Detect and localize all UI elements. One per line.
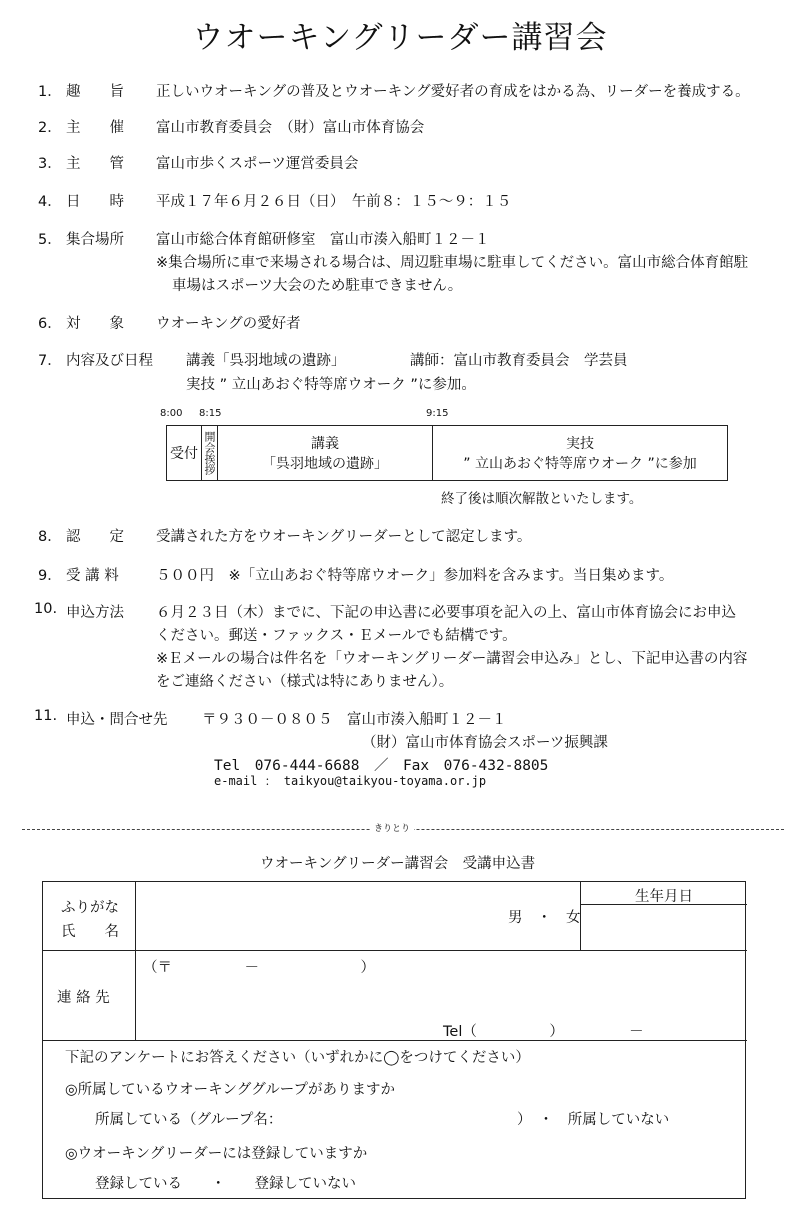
survey-answer-registered[interactable]: 登録している ・ 登録していない <box>95 1176 356 1192</box>
schedule-cell-opening <box>202 426 218 480</box>
schedule-cell-lecture <box>218 426 433 480</box>
item-number: 1． <box>38 84 62 100</box>
contact-phone-fax: Tel 076-444-6688 ／ Fax 076-432-8805 <box>214 758 549 774</box>
item-note: ※集合場所に車で来場される場合は、周辺駐車場に駐車してください。富山市総合体育館駐 <box>156 255 749 271</box>
item-text: ６月２３日（木）までに、下記の申込書に必要事項を記入の上、富山市体育協会にお申込 <box>156 605 736 621</box>
item-label: 日 時 <box>66 194 124 210</box>
item-number: 7． <box>38 353 62 369</box>
schedule-table <box>166 425 728 481</box>
item-text: 富山市総合体育館研修室 富山市湊入船町１２－１ <box>156 232 490 248</box>
application-form <box>42 881 746 1199</box>
schedule-cell-text: 講義 <box>311 436 339 452</box>
form-title: ウオーキングリーダー講習会 受講申込書 <box>260 856 536 872</box>
schedule-cell-text: 受付 <box>170 446 198 462</box>
schedule-cell-practice <box>433 426 727 480</box>
schedule-cell-reception <box>167 426 202 480</box>
item-label: 内容及び日程 <box>66 353 153 369</box>
cut-label: きりとり <box>370 821 414 834</box>
page-title: ウオーキングリーダー講習会 <box>192 20 608 56</box>
item-text: ※Ｅメールの場合は件名を「ウオーキングリーダー講習会申込み」とし、下記申込書の内容 <box>156 651 748 667</box>
item-number: 11. <box>34 708 58 724</box>
schedule-cell-text: 「呉羽地域の遺跡」 <box>262 456 388 472</box>
time-label: 9:15 <box>426 408 449 419</box>
schedule-cell-text: ” 立山あおぐ特等席ウオーク ”に参加 <box>463 456 697 472</box>
item-number: 6． <box>38 316 62 332</box>
item-text: ５００円 ※「立山あおぐ特等席ウオーク」参加料を含みます。当日集めます。 <box>156 568 674 584</box>
item-number: 10. <box>34 601 58 617</box>
survey-answer-member[interactable]: 所属している（グループ名： <box>95 1112 283 1128</box>
item-text: 富山市教育委員会 （財）富山市体育協会 <box>156 120 425 136</box>
furigana-label: ふりがな <box>61 900 119 916</box>
item-number: 4． <box>38 194 62 210</box>
time-label: 8:15 <box>199 408 222 419</box>
name-label: 氏 名 <box>61 924 119 940</box>
birth-date-label: 生年月日 <box>635 889 693 905</box>
item-text: 正しいウオーキングの普及とウオーキング愛好者の育成をはかる為、リーダーを養成する。 <box>156 84 750 100</box>
item-label: 主 管 <box>66 156 124 172</box>
schedule-cell-text: 開会挨拶 <box>203 431 216 475</box>
survey-question-2: ◎ウオーキングリーダーには登録していますか <box>65 1146 368 1162</box>
schedule-cell-text: 実技 <box>566 436 594 452</box>
item-text: ウオーキングの愛好者 <box>156 316 301 332</box>
item-text: 受講された方をウオーキングリーダーとして認定します。 <box>156 529 532 545</box>
item-label: 認 定 <box>66 529 124 545</box>
item-text: 富山市歩くスポーツ運営委員会 <box>156 156 359 172</box>
time-label: 8:00 <box>160 408 183 419</box>
item-text: をご連絡ください（様式は特にありません）。 <box>156 674 454 690</box>
item-number: 8． <box>38 529 62 545</box>
item-label: 趣 旨 <box>66 84 124 100</box>
tel-field[interactable]: Tel（ ） － <box>443 1024 644 1040</box>
item-text: 講義「呉羽地域の遺跡」 <box>186 353 346 369</box>
schedule-note: 終了後は順次解散といたします。 <box>441 491 643 507</box>
survey-instruction: 下記のアンケートにお答えください（いずれかに◯をつけてください） <box>65 1050 530 1066</box>
item-text: 講師：富山市教育委員会 学芸員 <box>410 353 628 369</box>
survey-question-1: ◎所属しているウオーキンググループがありますか <box>65 1082 396 1098</box>
survey-answer-nonmember[interactable]: ） ・ 所属していない <box>517 1112 670 1128</box>
item-number: 5． <box>38 232 62 248</box>
sex-choice[interactable]: 男 ・ 女 <box>508 910 581 926</box>
item-label: 集合場所 <box>66 232 124 248</box>
item-text: 平成１７年６月２６日（日） 午前８：１５～９：１５ <box>156 194 512 210</box>
contact-email[interactable]: e-mail ： taikyou@taikyou-toyama.or.jp <box>214 774 487 788</box>
contact-address: 〒９３０－０８０５ 富山市湊入船町１２－１ <box>202 712 507 728</box>
item-label: 申込・問合せ先 <box>66 712 168 728</box>
item-label: 対 象 <box>66 316 124 332</box>
item-number: 9． <box>38 568 62 584</box>
item-label: 主 催 <box>66 120 124 136</box>
item-text: 実技 ” 立山あおぐ特等席ウオーク ”に参加。 <box>186 377 476 393</box>
item-number: 2． <box>38 120 62 136</box>
contact-label: 連 絡 先 <box>57 990 110 1006</box>
item-label: 受 講 料 <box>66 568 119 584</box>
item-label: 申込方法 <box>66 605 124 621</box>
zip-field[interactable]: （〒 － ） <box>143 960 375 976</box>
contact-organization: （財）富山市体育協会スポーツ振興課 <box>362 735 608 751</box>
item-note: 車場はスポーツ大会のため駐車できません。 <box>172 278 463 294</box>
item-number: 3． <box>38 156 62 172</box>
item-text: ください。郵送・ファックス・Ｅメールでも結構です。 <box>156 628 517 644</box>
